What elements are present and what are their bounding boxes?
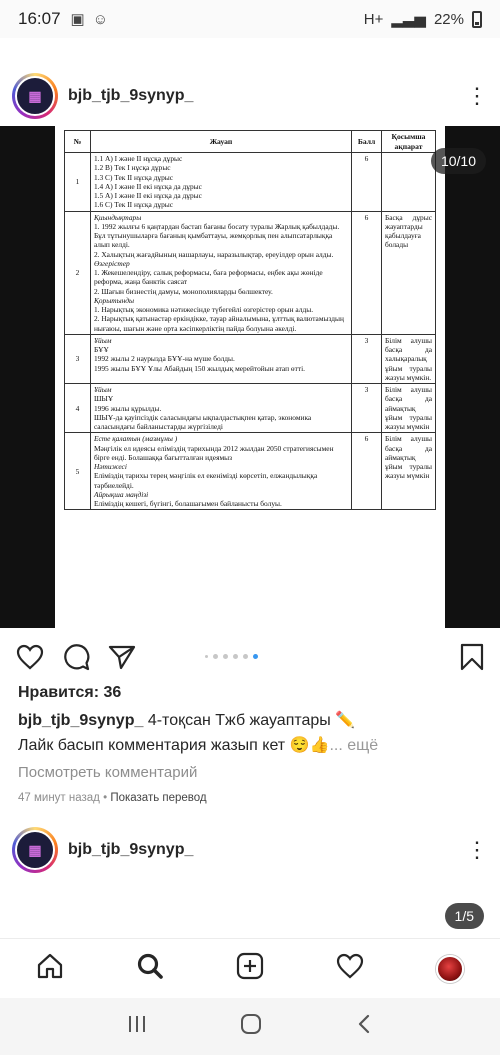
answer-line: 1. 1992 жылғы 6 қаңтардан бастап бағаны босату туралы Жарлық қабылдады. Бұл тұтынушыларға бағаның қымбаттауы, жемқорлық пен алыпсатарлыққа алып келді. [93,221,340,250]
answer-line: 1996 жылы құрылды. [93,403,162,413]
carousel-dot [223,654,228,659]
answer-cell [90,384,351,433]
signal-icon: ▂▃▅ [391,11,426,28]
caption-text: 4-тоқсан Тжб жауаптары [147,712,331,729]
post-meta: 47 минут назад • Показать перевод [18,792,207,804]
table-row [65,384,436,433]
extra-info-cell: Басқа дұрыс жауаптарды қабылдауға болады [382,211,436,334]
post-actions [0,632,500,682]
profile-tab-avatar[interactable] [436,955,464,983]
carousel-dot [233,654,238,659]
score-cell: 6 [352,211,382,334]
table-row [65,334,436,383]
smile-emoji: 😌👍 [289,737,330,754]
answer-cell [90,433,351,510]
caption-more-link[interactable]: ... ещё [329,737,379,754]
answer-line: Еліміздің тарихы терең мәңгілік ел екенімізді көрсетіп, елжандылыққа тәрбиелейді. [93,471,318,490]
table-row [65,153,436,212]
avatar-image: ▦ [15,76,55,116]
status-time: 16:07 [18,9,61,28]
answer-line: 1.4 А) І және ІІ екі нұсқа да дұрыс [93,181,202,191]
answer-subheading: Ұйым [93,335,112,345]
network-label: H+ [363,10,384,28]
answer-line: 1.1 А) І және ІІ нұсқа дұрыс [93,154,183,163]
pencil-emoji: ✏️ [335,712,356,729]
carousel-dot [205,655,208,658]
next-avatar-image: ▦ [15,830,55,870]
row-number: 1 [65,153,91,212]
save-icon[interactable] [460,643,484,671]
score-cell: 3 [352,334,382,383]
answer-line: 2. Нарықтық қатынастар еркіндікке, тауар айналымына, ұлттық валютамыздың нығаюы, шағын және орта кәсіпкерліктің пайда болуына әкелді. [93,314,344,333]
answer-line: 1.2 В) Тек І нұсқа дұрыс [93,163,171,173]
carousel-dot [213,654,218,659]
extra-info-cell: Білім алушы басқа да аймақтық ұйым туралы жазуы мүмкін [382,384,436,433]
post-username[interactable]: bjb_tjb_9synyp_ [68,87,194,104]
next-image-counter: 1/5 [445,903,484,929]
table-header: Қосымша ақпарат [382,131,436,153]
home-button-icon[interactable] [239,1012,263,1041]
answer-line: 1.3 С) Тек ІІ нұсқа дұрыс [93,172,174,182]
caption-line-2: Лайк басып комментария жазып кет [18,737,286,754]
table-row [65,211,436,334]
answer-line: 1.6 С) Тек ІІ нұсқа дұрыс [93,200,174,210]
carousel-dots [205,654,258,659]
answer-line: ШЫҰ-да қауіпсіздік саласындағы ықпалдастықпен қатар, экономика саласындағы байланыстарды жүргізіледі [93,412,312,431]
share-icon[interactable] [108,644,136,670]
answer-line: 1. Нарықтық экономика нәтижесінде түбегейлі өзгерістер орын алды. [93,305,314,314]
gallery-icon: ▣ [70,11,85,28]
answer-line: 1995 жылы БҰҰ Ұлы Абайдың 150 жылдық мерейтойын атап өтті. [93,363,305,373]
system-nav-bar [0,998,500,1055]
new-post-icon[interactable] [236,952,264,985]
answer-cell [90,153,351,212]
show-translation-link[interactable]: Показать перевод [110,792,207,804]
like-icon[interactable] [16,644,44,670]
answer-cell [90,334,351,383]
view-comments-link[interactable]: Посмотреть комментарий [18,764,198,781]
table-row [65,433,436,510]
notification-icon: ☺ [92,10,109,28]
answer-line: ШЫҰ [93,394,114,404]
carousel-dot [243,654,248,659]
caption-username[interactable]: bjb_tjb_9synyp_ [18,712,144,729]
answer-subheading: Өзгерістер [93,258,130,268]
image-counter: 10/10 [431,148,486,174]
score-cell: 3 [352,384,382,433]
bottom-nav [0,938,500,998]
answer-subheading: Қорытынды [93,295,134,305]
answer-line: БҰҰ [93,345,109,354]
status-bar [0,0,500,38]
answer-subheading: Нәтижесі [93,462,127,471]
extra-info-cell [382,153,436,212]
extra-info-cell: Білім алушы басқа да халықаралық ұйым туралы жазуы мүмкін. [382,334,436,383]
likes-count[interactable]: Нравится: 36 [18,684,122,701]
back-icon[interactable] [354,1013,374,1040]
comment-icon[interactable] [62,643,90,671]
answer-line: 1. Жекешелендіру, салық реформасы, баға реформасы, еңбек ақы жөніде реформа, жаңа банктік саясат [93,268,323,287]
search-icon[interactable] [136,952,164,985]
post-image[interactable] [0,126,500,628]
answer-cell [90,211,351,334]
next-post-header [0,820,500,880]
row-number: 5 [65,433,91,510]
table-header: Балл [352,131,382,153]
battery-icon [472,11,482,28]
answer-table [64,130,436,510]
recent-apps-icon[interactable] [126,1014,148,1039]
score-cell: 6 [352,433,382,510]
extra-info-cell: Білім алушы басқа да аймақтық ұйым туралы жазуы мүмкін [382,433,436,510]
activity-icon[interactable] [336,953,364,984]
answer-line: Мәңгілік ел идеясы еліміздің тарихында 2012 жылдан 2050 стратегиясымен бірге енді. Болашаққа бағытталған идеямыз [93,443,334,462]
more-options-icon[interactable]: ⋮ [466,83,488,108]
answer-subheading: Айрықша маңдізі [93,489,149,499]
table-header: № [65,131,91,153]
answer-line: 2. Халықтың жағадйының нашарлауы, наразылықтар, ереуілдер орын алды. [93,249,334,259]
home-icon[interactable] [36,952,64,985]
answer-line: Еліміздің кешегі, бүгінгі, болашағымен байланысты болуы. [93,499,282,508]
answer-document [55,126,445,628]
answer-subheading: Қиындықтары [93,212,142,222]
battery-percent: 22% [433,10,464,28]
row-number: 2 [65,211,91,334]
carousel-dot [253,654,258,659]
post-caption [18,708,488,758]
next-post-username[interactable]: bjb_tjb_9synyp_ [68,841,194,858]
answer-subheading: Ұйым [93,385,112,394]
answer-line: 1992 жылы 2 наурызда БҰҰ-на мүше болды. [93,354,235,364]
row-number: 4 [65,384,91,433]
score-cell: 6 [352,153,382,212]
avatar[interactable] [12,73,58,119]
next-more-options-icon[interactable]: ⋮ [466,837,488,862]
answer-line: 2. Шағын бизнестің дамуы, монополияларды бөлшектеу. [93,286,273,296]
row-number: 3 [65,334,91,383]
post-time: 47 минут назад [18,792,100,804]
answer-line: 1.5 А) І және ІІ екі нұсқа да дұрыс [93,191,202,200]
table-header: Жауап [90,131,351,153]
answer-subheading: Есте қалатын (мазмұны ) [93,434,178,444]
next-post-avatar[interactable] [12,827,58,873]
post-header [0,66,500,126]
